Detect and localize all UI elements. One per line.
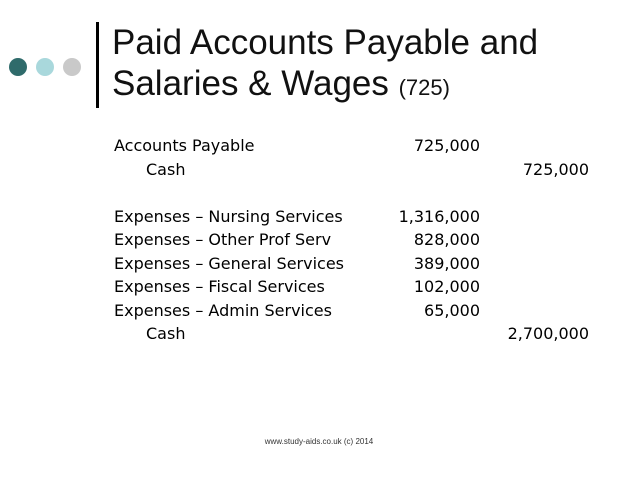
account-label: Expenses – Fiscal Services bbox=[114, 277, 325, 296]
debit-amount: 65,000 bbox=[424, 300, 480, 320]
journal-row bbox=[114, 322, 614, 346]
account-label: Expenses – Other Prof Serv bbox=[114, 230, 332, 249]
title-line-2 bbox=[112, 63, 538, 108]
decor-dot-light bbox=[36, 58, 54, 76]
journal-row bbox=[114, 205, 614, 229]
account-label: Expenses – General Services bbox=[114, 253, 345, 273]
journal-row bbox=[114, 228, 614, 252]
account-label: Expenses – Nursing Services bbox=[114, 206, 343, 226]
journal-row bbox=[114, 134, 614, 158]
title-tag: (725) bbox=[398, 75, 450, 100]
journal-row bbox=[114, 252, 614, 276]
debit-amount: 389,000 bbox=[413, 253, 480, 273]
journal-row bbox=[114, 158, 614, 182]
account-label: Accounts Payable bbox=[114, 136, 255, 155]
row-spacer bbox=[114, 181, 614, 205]
credit-amount: 725,000 bbox=[522, 159, 589, 179]
account-label: Expenses – Admin Services bbox=[114, 300, 332, 320]
journal-entries bbox=[114, 134, 614, 346]
title-line-1: Paid Accounts Payable and bbox=[112, 23, 539, 62]
account-label: Cash bbox=[146, 324, 186, 343]
journal-row bbox=[114, 299, 614, 323]
debit-amount: 828,000 bbox=[413, 230, 480, 249]
account-label: Cash bbox=[146, 159, 186, 179]
journal-row bbox=[114, 275, 614, 299]
debit-amount: 725,000 bbox=[413, 136, 480, 155]
footer-copyright: www.study-aids.co.uk (c) 2014 bbox=[264, 437, 374, 446]
decor-dot-dark bbox=[9, 58, 27, 76]
debit-amount: 102,000 bbox=[413, 277, 480, 296]
debit-amount: 1,316,000 bbox=[398, 206, 480, 226]
title-line-2-text: Salaries & Wages bbox=[112, 64, 389, 103]
decor-dot-gray bbox=[63, 58, 81, 76]
credit-amount: 2,700,000 bbox=[507, 324, 589, 343]
title-divider bbox=[96, 22, 99, 108]
slide-title bbox=[112, 22, 538, 108]
